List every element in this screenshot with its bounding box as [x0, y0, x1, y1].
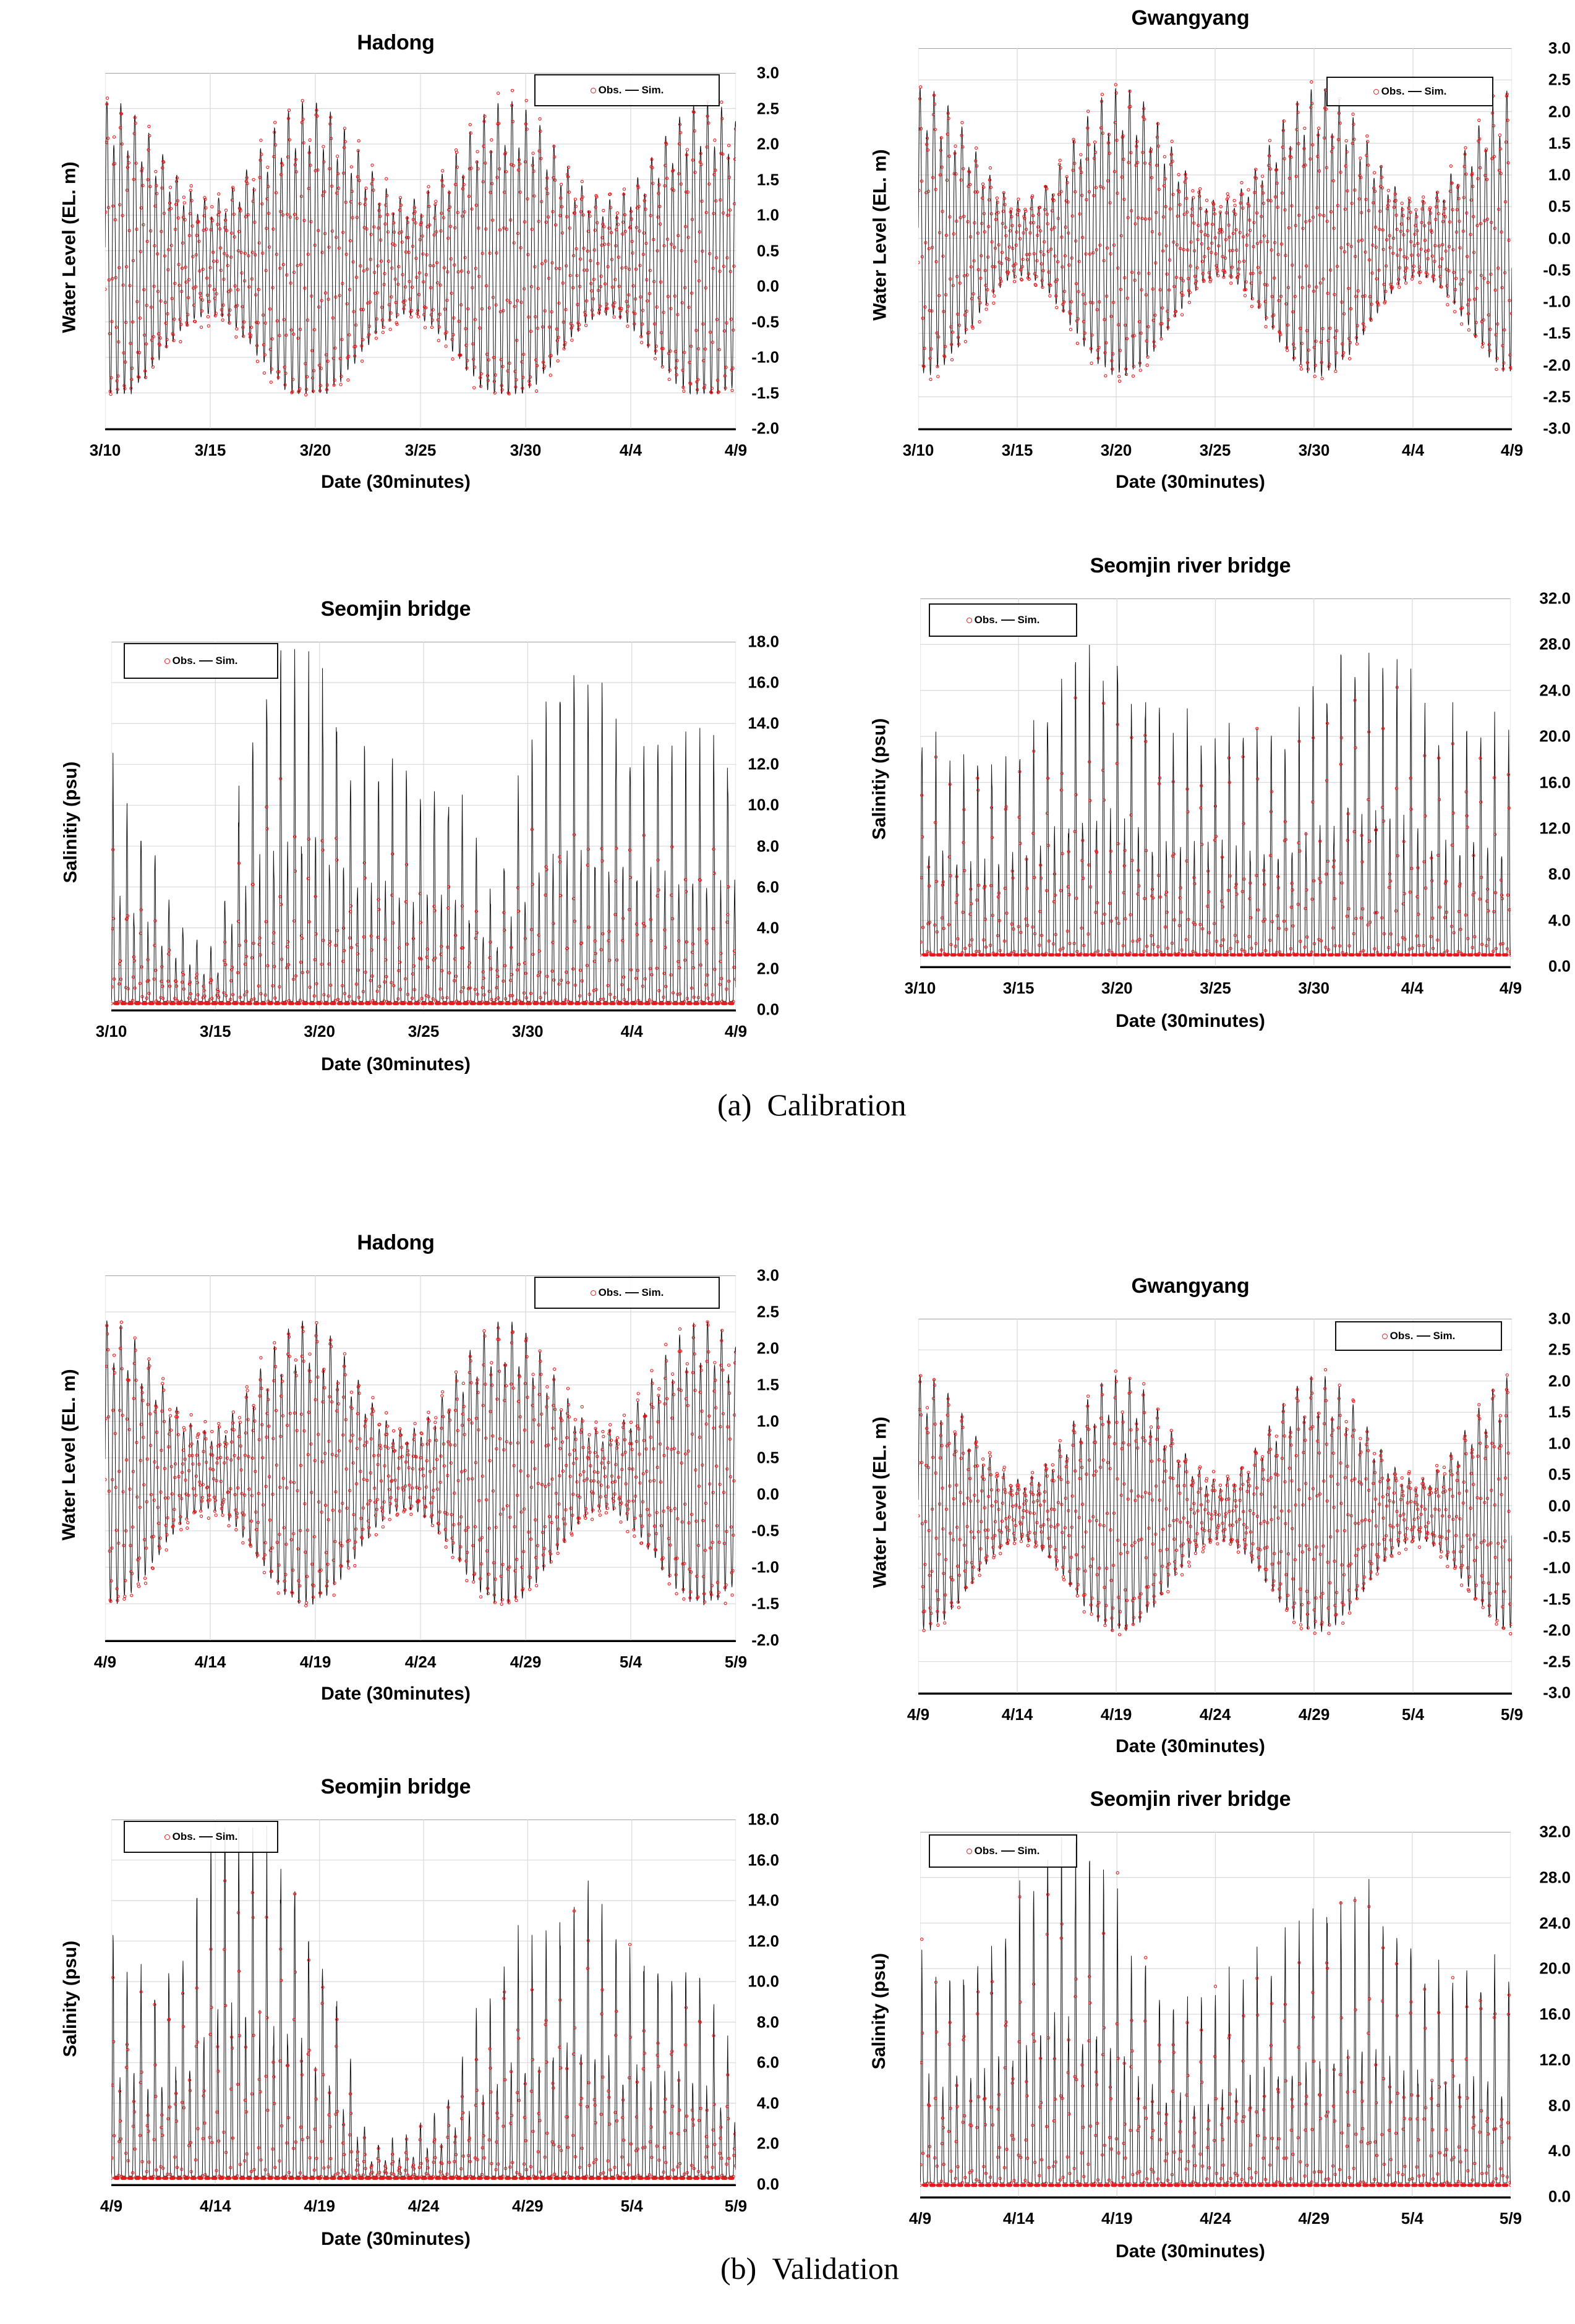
x-axis-tick: 3/30 [510, 441, 542, 459]
x-axis-tick: 4/9 [1500, 441, 1524, 459]
x-axis-tick: 4/14 [200, 2197, 231, 2215]
chart-b-seomjin-river-bridge [810, 1784, 1571, 2272]
y-axis-label: Salinitiy (psu) [60, 761, 80, 883]
x-axis-tick: 4/24 [404, 1653, 437, 1671]
x-axis-tick: 3/20 [1101, 979, 1133, 997]
legend-sim-line-icon [1408, 91, 1422, 92]
x-axis-tick: 3/30 [1298, 441, 1330, 459]
legend-obs-label: Obs. [598, 1287, 622, 1298]
y-axis-label: Water Level (EL. m) [869, 149, 890, 321]
y-axis-tick: 8.0 [1548, 864, 1571, 883]
x-axis-tick: 3/25 [1199, 441, 1231, 459]
legend-item-obs [1382, 1330, 1414, 1342]
x-axis-tick: 5/9 [1499, 2209, 1522, 2228]
chart-title: Seomjin river bridge [1090, 554, 1291, 577]
y-axis-tick: 3.0 [1548, 1309, 1571, 1328]
y-axis-tick: 2.5 [1548, 1340, 1571, 1359]
legend-item-sim [1408, 85, 1446, 98]
legend-sim-line-icon [1001, 1850, 1015, 1852]
y-axis-tick: 12.0 [1539, 2050, 1571, 2069]
x-axis-tick: 5/4 [619, 1653, 642, 1671]
x-axis-tick: 5/9 [724, 1653, 748, 1671]
y-axis-tick: 4.0 [1548, 911, 1571, 930]
y-axis-tick: 0.5 [756, 241, 779, 260]
y-axis-label: Water Level (EL. m) [869, 1416, 890, 1588]
y-axis-tick: 1.0 [1548, 1434, 1571, 1453]
y-axis-tick: 1.0 [756, 1411, 779, 1431]
y-axis-tick: 0.5 [1548, 197, 1571, 216]
y-axis-tick: -1.5 [751, 1594, 779, 1613]
x-axis-tick: 4/29 [510, 1653, 542, 1671]
y-axis-tick: -0.5 [751, 1521, 779, 1540]
y-axis-tick: 0.0 [1548, 229, 1571, 247]
legend-sim-line-icon [625, 90, 639, 91]
plot-area [920, 1832, 1511, 2197]
legend-obs-marker-icon [591, 1290, 596, 1296]
y-axis-tick: 1.5 [756, 1375, 779, 1394]
x-axis-tick: 3/10 [89, 441, 121, 459]
y-axis-tick: 6.0 [756, 2053, 779, 2072]
legend-sim-line-icon [199, 660, 213, 662]
legend-sim-label: Sim. [1433, 1330, 1456, 1342]
legend-obs-label: Obs. [172, 1831, 196, 1842]
legend-item-sim [625, 84, 664, 96]
chart-legend [534, 74, 720, 106]
x-axis-tick: 4/9 [908, 2209, 932, 2228]
y-axis-tick: 8.0 [1548, 2096, 1571, 2114]
y-axis-tick: 4.0 [756, 918, 779, 937]
x-axis-tick: 4/4 [1401, 979, 1423, 997]
y-axis-tick: 2.5 [1548, 70, 1571, 89]
y-axis-tick: -2.0 [751, 419, 779, 438]
y-axis-tick: -3.0 [1543, 1683, 1571, 1702]
x-axis-label: Date (30minutes) [321, 472, 471, 492]
y-axis-tick: 1.5 [756, 170, 779, 189]
x-axis-tick: 4/19 [1100, 1705, 1132, 1724]
panel-caption-b [720, 2250, 899, 2286]
panel-caption-a [717, 1087, 906, 1123]
legend-item-sim [1417, 1330, 1455, 1342]
y-axis-tick: 2.5 [756, 99, 779, 117]
legend-item-obs [1373, 85, 1405, 98]
x-axis-tick: 4/29 [512, 2197, 544, 2215]
legend-item-obs [164, 655, 196, 667]
y-axis-tick: 0.0 [756, 1484, 779, 1504]
y-axis-tick: -1.5 [1543, 1590, 1571, 1609]
x-axis-tick: 3/20 [1100, 441, 1132, 459]
x-axis-line [105, 1640, 736, 1642]
x-axis-tick: 4/29 [1298, 2209, 1330, 2228]
x-axis-line [918, 1693, 1512, 1695]
y-axis-tick: -0.5 [1543, 1527, 1571, 1546]
y-axis-tick: -1.5 [1543, 323, 1571, 343]
x-axis-label: Date (30minutes) [1116, 2241, 1265, 2262]
legend-item-obs [591, 84, 622, 96]
panel-caption-title: Calibration [767, 1088, 907, 1122]
legend-sim-label: Sim. [215, 655, 238, 666]
legend-sim-label: Sim. [641, 1287, 664, 1298]
y-axis-tick: -2.0 [751, 1630, 779, 1649]
y-axis-tick: 3.0 [756, 63, 779, 82]
y-axis-tick: 24.0 [1539, 681, 1571, 700]
y-axis-tick: 2.0 [756, 134, 779, 153]
y-axis-tick: -1.0 [1543, 292, 1571, 311]
y-axis-tick: 16.0 [748, 1850, 779, 1870]
y-axis-tick: 32.0 [1539, 1822, 1571, 1841]
y-axis-tick: 28.0 [1539, 634, 1571, 653]
x-axis-label: Date (30minutes) [1116, 472, 1265, 492]
x-axis-tick: 4/19 [1101, 2209, 1133, 2228]
y-axis-tick: 2.0 [1548, 102, 1571, 121]
y-axis-tick: 0.0 [756, 276, 779, 296]
legend-item-sim [199, 1831, 237, 1843]
x-axis-label: Date (30minutes) [321, 1683, 471, 1704]
y-axis-tick: 10.0 [748, 1972, 779, 1991]
y-axis-tick: 0.0 [1548, 1496, 1571, 1515]
chart-title: Seomjin bridge [320, 597, 471, 621]
x-axis-line [105, 428, 736, 430]
x-axis-tick: 3/15 [1001, 441, 1033, 459]
chart-title: Hadong [357, 31, 435, 54]
chart-legend [1335, 1321, 1502, 1351]
chart-title: Gwangyang [1131, 6, 1250, 30]
y-axis-tick: 12.0 [748, 1931, 779, 1951]
y-axis-tick: 1.5 [1548, 1402, 1571, 1421]
y-axis-tick: 1.0 [1548, 165, 1571, 184]
legend-sim-line-icon [625, 1292, 639, 1293]
x-axis-tick: 3/20 [299, 441, 331, 459]
chart-title: Seomjin river bridge [1090, 1787, 1291, 1811]
chart-legend [929, 1834, 1077, 1868]
legend-item-obs [967, 614, 998, 626]
y-axis-tick: 12.0 [748, 754, 779, 773]
y-axis-tick: 2.0 [1548, 1371, 1571, 1390]
legend-sim-label: Sim. [1424, 85, 1447, 97]
y-axis-tick: 28.0 [1539, 1868, 1571, 1887]
legend-obs-label: Obs. [172, 655, 196, 666]
legend-obs-marker-icon [967, 1849, 972, 1854]
y-axis-tick: 8.0 [756, 836, 779, 856]
y-axis-tick: 1.5 [1548, 134, 1571, 153]
y-axis-tick: -3.0 [1543, 419, 1571, 438]
x-axis-label: Date (30minutes) [1116, 1011, 1265, 1031]
x-axis-tick: 4/19 [299, 1653, 331, 1671]
x-axis-tick: 3/10 [904, 979, 936, 997]
y-axis-tick: 2.0 [756, 1339, 779, 1358]
y-axis-tick: 32.0 [1539, 589, 1571, 608]
plot-area [105, 1275, 736, 1640]
y-axis-tick: -0.5 [1543, 260, 1571, 279]
x-axis-tick: 4/4 [1401, 441, 1425, 459]
legend-obs-label: Obs. [974, 1845, 998, 1857]
y-axis-tick: 20.0 [1539, 726, 1571, 746]
x-axis-line [920, 966, 1511, 968]
y-axis-tick: 14.0 [748, 1891, 779, 1910]
legend-item-sim [1001, 614, 1039, 626]
x-axis-tick: 4/24 [1199, 1705, 1231, 1724]
x-axis-tick: 4/9 [724, 441, 748, 459]
x-axis-tick: 3/15 [194, 441, 226, 459]
chart-a-hadong [12, 25, 779, 492]
y-axis-tick: 24.0 [1539, 1913, 1571, 1932]
chart-legend [929, 603, 1077, 637]
y-axis-tick: -1.0 [751, 347, 779, 367]
plot-area [920, 598, 1511, 966]
x-axis-tick: 4/9 [100, 2197, 123, 2215]
y-axis-tick: 12.0 [1539, 819, 1571, 838]
y-axis-label: Salinity (psu) [869, 1952, 889, 2069]
x-axis-line [111, 1010, 736, 1011]
panel-caption-label: (b) [720, 2251, 757, 2286]
x-axis-tick: 3/15 [200, 1022, 231, 1041]
legend-sim-line-icon [1417, 1335, 1430, 1337]
y-axis-tick: 8.0 [756, 2012, 779, 2032]
y-axis-tick: 14.0 [748, 713, 779, 733]
y-axis-tick: -2.0 [1543, 1620, 1571, 1640]
y-axis-tick: 3.0 [756, 1266, 779, 1285]
chart-b-hadong [12, 1227, 779, 1709]
x-axis-tick: 4/14 [1002, 2209, 1035, 2228]
legend-obs-label: Obs. [974, 614, 998, 626]
y-axis-tick: 0.0 [1548, 2187, 1571, 2206]
x-axis-tick: 4/24 [408, 2197, 440, 2215]
legend-obs-label: Obs. [1381, 85, 1405, 97]
x-axis-tick: 4/9 [907, 1705, 930, 1724]
x-axis-tick: 4/29 [1298, 1705, 1330, 1724]
x-axis-tick: 3/30 [512, 1022, 544, 1041]
chart-legend [534, 1277, 720, 1309]
legend-sim-label: Sim. [215, 1831, 238, 1842]
x-axis-tick: 4/14 [1001, 1705, 1033, 1724]
legend-obs-marker-icon [164, 1834, 170, 1840]
x-axis-label: Date (30minutes) [1116, 1736, 1265, 1756]
y-axis-tick: 0.0 [756, 2174, 779, 2194]
y-axis-tick: 20.0 [1539, 1959, 1571, 1978]
x-axis-tick: 4/19 [304, 2197, 335, 2215]
x-axis-tick: 4/24 [1200, 2209, 1231, 2228]
y-axis-tick: -2.5 [1543, 1652, 1571, 1671]
y-axis-tick: 18.0 [748, 632, 779, 651]
legend-item-sim [1001, 1845, 1039, 1857]
y-axis-tick: 4.0 [1548, 2141, 1571, 2160]
legend-obs-marker-icon [1373, 89, 1379, 95]
x-axis-label: Date (30minutes) [321, 2229, 471, 2249]
y-axis-tick: 3.0 [1548, 38, 1571, 57]
x-axis-line [111, 2184, 736, 2186]
plot-area [111, 1820, 736, 2184]
panel-caption-label: (a) [717, 1088, 752, 1122]
y-axis-tick: 0.5 [756, 1448, 779, 1467]
legend-obs-marker-icon [1382, 1334, 1388, 1339]
x-axis-tick: 5/4 [1401, 1705, 1425, 1724]
y-axis-label: Water Level (EL. m) [59, 1368, 79, 1541]
legend-sim-label: Sim. [641, 84, 664, 96]
x-axis-tick: 4/9 [1499, 979, 1522, 997]
y-axis-tick: 1.0 [756, 205, 779, 224]
chart-b-gwangyang [810, 1271, 1571, 1759]
legend-item-sim [625, 1287, 664, 1299]
chart-legend [124, 1821, 278, 1853]
y-axis-label: Salinitiy (psu) [869, 718, 889, 840]
x-axis-tick: 3/20 [304, 1022, 335, 1041]
legend-obs-marker-icon [967, 618, 972, 623]
legend-item-obs [967, 1845, 998, 1857]
y-axis-tick: -1.0 [1543, 1558, 1571, 1577]
y-axis-tick: 2.0 [756, 2134, 779, 2153]
x-axis-tick: 4/4 [620, 1022, 643, 1041]
y-axis-tick: 2.0 [756, 959, 779, 978]
legend-obs-marker-icon [591, 88, 596, 93]
legend-sim-line-icon [199, 1836, 213, 1837]
chart-a-seomjin-bridge [12, 594, 779, 1082]
legend-obs-label: Obs. [1389, 1330, 1414, 1342]
y-axis-tick: -0.5 [751, 312, 779, 331]
legend-obs-label: Obs. [598, 84, 622, 96]
chart-title: Gwangyang [1131, 1274, 1250, 1298]
x-axis-tick: 3/10 [95, 1022, 127, 1041]
x-axis-tick: 4/9 [93, 1653, 117, 1671]
x-axis-tick: 3/25 [404, 441, 437, 459]
y-axis-tick: 16.0 [1539, 773, 1571, 791]
plot-area [918, 1319, 1512, 1693]
y-axis-tick: -2.0 [1543, 355, 1571, 374]
x-axis-tick: 5/9 [1500, 1705, 1524, 1724]
legend-obs-marker-icon [164, 658, 170, 664]
chart-a-seomjin-river-bridge [810, 550, 1571, 1045]
plot-area [111, 642, 736, 1010]
y-axis-tick: 4.0 [756, 2093, 779, 2113]
x-axis-tick: 3/25 [408, 1022, 440, 1041]
y-axis-tick: 0.0 [1548, 956, 1571, 976]
y-axis-tick: 6.0 [756, 877, 779, 896]
y-axis-tick: 2.5 [756, 1302, 779, 1321]
y-axis-tick: 0.5 [1548, 1465, 1571, 1484]
chart-title: Seomjin bridge [320, 1775, 471, 1798]
legend-item-obs [164, 1831, 196, 1843]
legend-sim-label: Sim. [1017, 614, 1040, 626]
legend-item-obs [591, 1287, 622, 1299]
x-axis-line [920, 2197, 1511, 2198]
y-axis-tick: -1.0 [751, 1557, 779, 1577]
x-axis-line [918, 428, 1512, 430]
x-axis-tick: 3/10 [902, 441, 934, 459]
chart-a-gwangyang [810, 0, 1571, 492]
chart-legend [124, 643, 278, 679]
chart-title: Hadong [357, 1231, 435, 1254]
chart-b-seomjin-bridge [12, 1771, 779, 2260]
y-axis-tick: -1.5 [751, 383, 779, 402]
x-axis-tick: 5/9 [724, 2197, 748, 2215]
x-axis-tick: 3/30 [1298, 979, 1330, 997]
x-axis-tick: 4/14 [194, 1653, 226, 1671]
panel-caption-title: Validation [772, 2251, 899, 2286]
y-axis-tick: 16.0 [748, 673, 779, 692]
chart-legend [1326, 77, 1493, 106]
x-axis-tick: 4/9 [724, 1022, 748, 1041]
y-axis-label: Salinity (psu) [60, 1940, 80, 2057]
x-axis-tick: 3/25 [1200, 979, 1231, 997]
y-axis-label: Water Level (EL. m) [59, 161, 79, 333]
legend-sim-line-icon [1001, 619, 1015, 621]
plot-area [105, 73, 736, 428]
y-axis-tick: -2.5 [1543, 387, 1571, 406]
x-axis-tick: 4/4 [619, 441, 642, 459]
legend-sim-label: Sim. [1017, 1845, 1040, 1857]
x-axis-label: Date (30minutes) [321, 1054, 471, 1075]
x-axis-tick: 5/4 [620, 2197, 643, 2215]
legend-item-sim [199, 655, 237, 667]
x-axis-tick: 5/4 [1401, 2209, 1423, 2228]
y-axis-tick: 10.0 [748, 795, 779, 814]
y-axis-tick: 0.0 [756, 1000, 779, 1019]
y-axis-tick: 18.0 [748, 1810, 779, 1829]
x-axis-tick: 3/15 [1002, 979, 1035, 997]
y-axis-tick: 16.0 [1539, 2004, 1571, 2024]
